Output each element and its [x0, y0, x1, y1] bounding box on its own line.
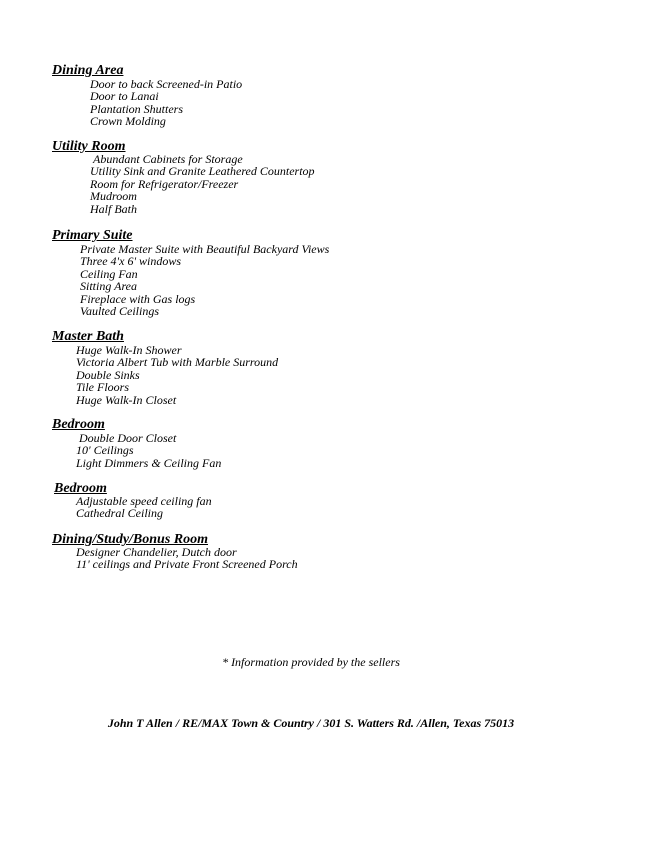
section-title: Dining Area — [52, 63, 124, 78]
list-item: Huge Walk-In Closet — [76, 392, 177, 407]
list-item: 10' Ceilings — [76, 443, 134, 458]
list-item: Fireplace with Gas logs — [80, 291, 196, 306]
section-title: Bedroom — [52, 417, 105, 432]
section-title: Master Bath — [52, 329, 124, 344]
item-list — [76, 495, 212, 520]
list-item: Utility Sink and Granite Leathered Countertop — [90, 164, 315, 179]
list-item: Tile Floors — [76, 380, 130, 395]
list-item: Ceiling Fan — [80, 266, 138, 281]
list-item: Three 4'x 6' windows — [80, 254, 182, 269]
list-item: Double Sinks — [76, 367, 140, 382]
item-list — [90, 153, 315, 215]
item-list — [76, 432, 221, 469]
sellers-footnote: * Information provided by the sellers — [222, 655, 400, 669]
list-item: Mudroom — [90, 189, 137, 204]
section-title: Utility Room — [52, 139, 126, 154]
section-title: Dining/Study/Bonus Room — [52, 532, 209, 547]
list-item: Designer Chandelier, Dutch door — [76, 545, 237, 559]
item-list — [90, 78, 242, 128]
list-item: Double Door Closet — [79, 431, 177, 445]
list-item: Door to back Screened-in Patio — [90, 77, 243, 91]
list-item: Room for Refrigerator/Freezer — [90, 176, 239, 191]
item-list — [80, 243, 329, 317]
list-item: Victoria Albert Tub with Marble Surround — [76, 355, 279, 370]
list-item: Vaulted Ceilings — [80, 304, 159, 319]
list-item: 11' ceilings and Private Front Screened Porch — [76, 557, 298, 572]
list-item: Abundant Cabinets for Storage — [93, 152, 243, 166]
item-list — [76, 344, 278, 406]
item-list — [76, 546, 298, 571]
list-item: Private Master Suite with Beautiful Backyard Views — [80, 242, 330, 256]
list-item: Door to Lanai — [90, 89, 159, 104]
section-title: Bedroom — [54, 481, 107, 496]
list-item: Plantation Shutters — [90, 101, 183, 116]
list-item: Crown Molding — [90, 114, 166, 129]
list-item: Cathedral Ceiling — [76, 506, 163, 521]
agent-footer: John T Allen / RE/MAX Town & Country / 301 S. Watters Rd. /Allen, Texas 75013 — [107, 716, 515, 730]
list-item: Half Bath — [90, 201, 137, 216]
list-item: Light Dimmers & Ceiling Fan — [76, 455, 222, 470]
list-item: Adjustable speed ceiling fan — [76, 494, 212, 508]
list-item: Huge Walk-In Shower — [76, 343, 182, 357]
section-title: Primary Suite — [52, 228, 133, 243]
list-item: Sitting Area — [80, 279, 137, 294]
